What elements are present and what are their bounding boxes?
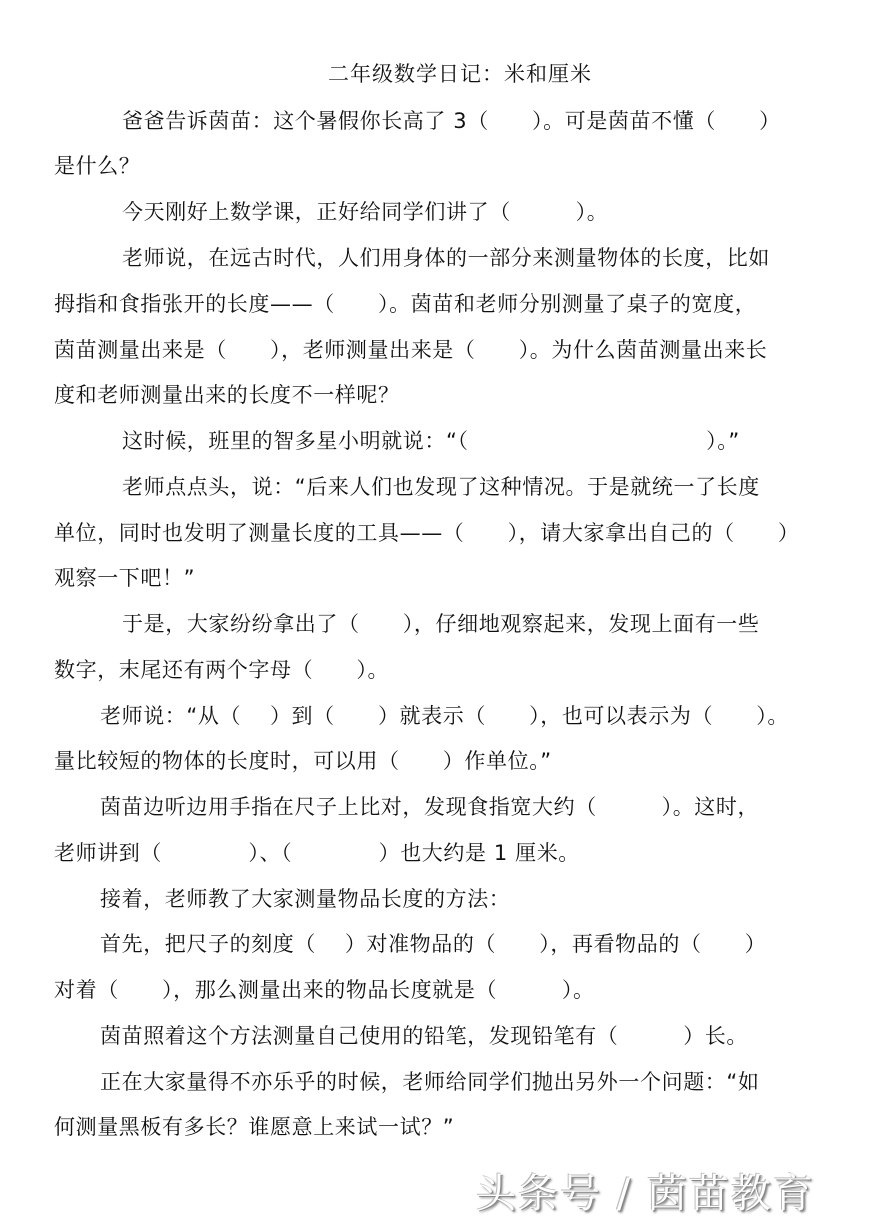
paragraph-line: 这时候，班里的智多星小明就说：“（ ）。” bbox=[122, 429, 740, 453]
paragraph-line: 是什么？ bbox=[54, 154, 141, 178]
document-title: 二年级数学日记：米和厘米 bbox=[328, 62, 592, 86]
paragraph-line: 度和老师测量出来的长度不一样呢？ bbox=[54, 383, 400, 407]
paragraph-line: 于是，大家纷纷拿出了（ ），仔细地观察起来，发现上面有一些 bbox=[122, 612, 760, 636]
paragraph-line: 对着（ ），那么测量出来的物品长度就是（ ）。 bbox=[54, 978, 595, 1002]
paragraph-line: 正在大家量得不亦乐乎的时候，老师给同学们抛出另外一个问题：“如 bbox=[100, 1070, 760, 1094]
paragraph-line: 单位，同时也发明了测量长度的工具——（ ），请大家拿出自己的（ ） bbox=[54, 521, 800, 545]
paragraph-line: 观察一下吧！” bbox=[54, 566, 196, 590]
paragraph-line: 老师说：“从（ ）到（ ）就表示（ ），也可以表示为（ ）。 bbox=[100, 704, 789, 728]
paragraph-line: 老师说，在远古时代，人们用身体的一部分来测量物体的长度，比如 bbox=[122, 246, 770, 270]
paragraph-line: 老师点点头，说：“后来人们也发现了这种情况。于是就统一了长度 bbox=[122, 475, 760, 499]
paragraph-line: 数字，末尾还有两个字母（ ）。 bbox=[54, 658, 390, 682]
paragraph-line: 茵苗测量出来是（ ），老师测量出来是（ ）。为什么茵苗测量出来长 bbox=[54, 338, 768, 362]
paragraph-line: 爸爸告诉茵苗：这个暑假你长高了 3（ ）。可是茵苗不懂（ ） bbox=[122, 109, 781, 133]
paragraph-line: 量比较短的物体的长度时，可以用（ ）作单位。” bbox=[54, 749, 552, 773]
paragraph-line: 首先，把尺子的刻度（ ）对准物品的（ ），再看物品的（ ） bbox=[100, 932, 767, 956]
paragraph-line: 老师讲到（ ）、（ ）也大约是 1 厘米。 bbox=[54, 841, 580, 865]
watermark: 头条号 / 茵苗教育 bbox=[476, 1171, 815, 1217]
paragraph-line: 接着，老师教了大家测量物品长度的方法： bbox=[100, 887, 511, 911]
paragraph-line: 茵苗边听边用手指在尺子上比对，发现食指宽大约（ ）。这时， bbox=[100, 795, 760, 819]
paragraph-line: 拇指和食指张开的长度——（ ）。茵苗和老师分别测量了桌子的宽度， bbox=[54, 292, 757, 316]
paragraph-line: 今天刚好上数学课，正好给同学们讲了（ ）。 bbox=[122, 200, 609, 224]
paragraph-line: 何测量黑板有多长？谁愿意上来试一试？” bbox=[54, 1115, 455, 1139]
paragraph-line: 茵苗照着这个方法测量自己使用的铅笔，发现铅笔有（ ）长。 bbox=[100, 1024, 748, 1048]
